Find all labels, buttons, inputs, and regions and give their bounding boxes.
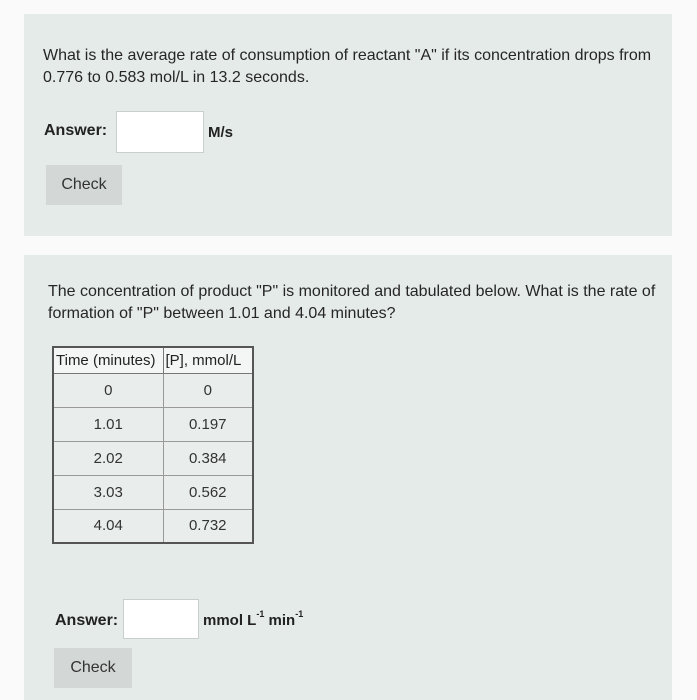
concentration-cell: 0 <box>163 373 253 407</box>
answer-label: Answer: <box>44 122 108 139</box>
table-header-row <box>53 347 253 373</box>
answer-label: Answer: <box>55 612 119 629</box>
unit-base: mmol L <box>203 612 257 629</box>
unit-label: M/s <box>208 124 234 141</box>
time-cell: 0 <box>53 373 163 407</box>
time-cell: 1.01 <box>53 407 163 441</box>
column-header-concentration: [P], mmol/L <box>163 347 253 373</box>
table-row <box>53 373 253 407</box>
question-1-card <box>24 14 672 236</box>
question-1-text: What is the average rate of consumption of reactant "A" if its concentration drops from 0.776 to 0.583 mol/L in 13.2 seconds. <box>43 47 652 86</box>
question-2-card <box>24 255 672 700</box>
unit-exponent: -1 <box>295 609 304 619</box>
concentration-table <box>52 346 254 544</box>
time-cell: 2.02 <box>53 441 163 475</box>
unit-time: min <box>264 612 296 629</box>
time-cell: 3.03 <box>53 475 163 509</box>
concentration-cell: 0.197 <box>163 407 253 441</box>
concentration-cell: 0.384 <box>163 441 253 475</box>
answer-input[interactable] <box>116 111 204 153</box>
table-row <box>53 407 253 441</box>
check-button[interactable]: Check <box>46 165 122 205</box>
concentration-cell: 0.562 <box>163 475 253 509</box>
answer-input[interactable] <box>123 599 199 639</box>
table-row <box>53 441 253 475</box>
time-cell: 4.04 <box>53 509 163 543</box>
table-row <box>53 509 253 543</box>
question-2-text: The concentration of product "P" is monitored and tabulated below. What is the rate of formation of "P" between 1.01 and 4.04 minutes? <box>48 283 656 322</box>
check-button[interactable]: Check <box>54 648 132 688</box>
column-header-time: Time (minutes) <box>53 347 163 373</box>
concentration-cell: 0.732 <box>163 509 253 543</box>
unit-exponent: -1 <box>256 609 265 619</box>
unit-label <box>203 611 303 629</box>
table-row <box>53 475 253 509</box>
